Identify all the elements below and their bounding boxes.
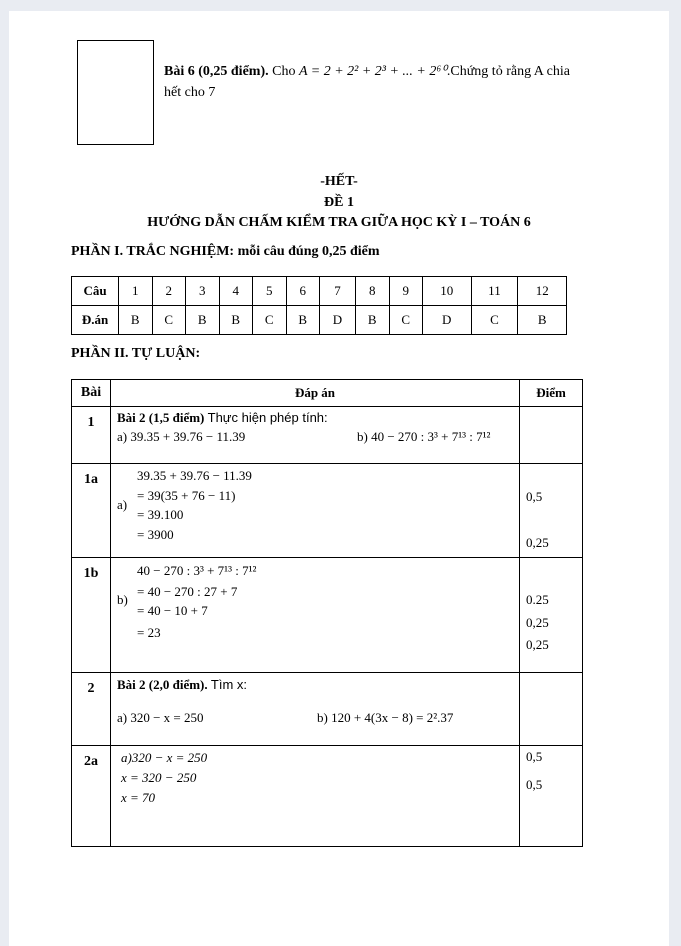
cau-cell: 12: [518, 277, 567, 306]
bai6-question: [164, 61, 619, 103]
dap-an-cell: B: [219, 306, 253, 335]
row-label-cau: Câu: [72, 277, 119, 306]
r1a-line: = 39(35 + 76 − 11): [137, 488, 236, 503]
cau-cell: 9: [389, 277, 423, 306]
dap-an-cell: C: [152, 306, 186, 335]
table-row: [72, 746, 583, 847]
bai6-text-before: Cho: [272, 64, 296, 79]
r1a-diem: 0,25: [526, 535, 549, 550]
trac-nghiem-table: [71, 276, 567, 335]
r2-part-a: a) 320 − x = 250: [117, 710, 204, 725]
r2a-line: a)320 − x = 250: [121, 750, 208, 765]
dap-an-cell: B: [186, 306, 220, 335]
dap-an-cell: B: [119, 306, 153, 335]
header-bai: Bài: [72, 380, 111, 407]
document-page: [9, 11, 669, 946]
bai-number: 1: [87, 415, 95, 430]
table-row-dap-an: [72, 306, 567, 335]
bai6-formula: A = 2 + 2² + 2³ + ... + 2⁶⁰: [298, 64, 447, 79]
de-title: ĐỀ 1: [324, 195, 354, 210]
r1b-line: = 40 − 10 + 7: [137, 603, 208, 618]
dap-an-cell: C: [253, 306, 287, 335]
dap-an-cell: B: [518, 306, 567, 335]
r1b-line: = 23: [137, 625, 161, 640]
dap-an-cell: D: [423, 306, 472, 335]
dap-an-cell: B: [286, 306, 320, 335]
r1b-line: 40 − 270 : 3³ + 7¹³ : 7¹²: [137, 563, 257, 578]
r1a-line: = 3900: [137, 527, 174, 542]
phan1-title: PHẦN I. TRẮC NGHIỆM: mỗi câu đúng 0,25 điểm: [71, 244, 380, 259]
r1b-line: = 40 − 270 : 27 + 7: [137, 584, 238, 599]
table-row: [72, 558, 583, 673]
cau-cell: 6: [286, 277, 320, 306]
table-row: [72, 407, 583, 464]
dap-an-cell: B: [356, 306, 390, 335]
header-diem: Điểm: [520, 380, 583, 407]
cau-cell: 10: [423, 277, 472, 306]
r2-title-bold: Bài 2 (2,0 điểm).: [117, 677, 208, 692]
bai6-line2: hết cho 7: [164, 85, 216, 100]
cau-cell: 7: [320, 277, 356, 306]
cau-cell: 11: [471, 277, 518, 306]
r2a-line: x = 70: [121, 790, 156, 805]
row-label-dap-an: Đ.án: [72, 306, 119, 335]
r1-title-bold: Bài 2 (1,5 điểm): [117, 410, 205, 425]
r2-part-b: b) 120 + 4(3x − 8) = 2².37: [317, 710, 454, 725]
table-header-row: [72, 380, 583, 407]
r1a-prefix: a): [117, 497, 128, 512]
huong-dan-title: HƯỚNG DẪN CHẤM KIỂM TRA GIỮA HỌC KỲ I – TOÁN 6: [147, 215, 531, 230]
r1-part-b: b) 40 − 270 : 3³ + 7¹³ : 7¹²: [357, 429, 491, 444]
bai-number: 2a: [84, 754, 98, 769]
het-marker: -HẾT-: [320, 174, 358, 189]
r1-title-rest: Thực hiện phép tính:: [207, 410, 328, 425]
table-row: [72, 673, 583, 746]
photo-placeholder-box: [77, 40, 154, 145]
cau-cell: 5: [253, 277, 287, 306]
tu-luan-table: [71, 379, 583, 847]
r1b-diem: 0.25: [526, 592, 549, 607]
r1-part-a: a) 39.35 + 39.76 − 11.39: [117, 429, 246, 444]
dap-an-cell: C: [389, 306, 423, 335]
r2-title-rest: Tìm x:: [210, 677, 247, 692]
table-row: [72, 464, 583, 558]
cau-cell: 2: [152, 277, 186, 306]
r2a-diem: 0,5: [526, 749, 543, 764]
r1a-diem: 0,5: [526, 489, 543, 504]
cau-cell: 8: [356, 277, 390, 306]
cau-cell: 4: [219, 277, 253, 306]
viewer-top-strip: [0, 0, 681, 11]
dap-an-cell: D: [320, 306, 356, 335]
bai-number: 1a: [84, 472, 98, 487]
bai6-label: Bài 6 (0,25 điểm).: [164, 64, 269, 79]
r1b-prefix: b): [117, 592, 128, 607]
r1a-line: = 39.100: [137, 507, 184, 522]
r1b-diem: 0,25: [526, 615, 549, 630]
header-dap-an: Đáp án: [111, 380, 520, 407]
r1b-diem: 0,25: [526, 637, 549, 652]
phan2-title: PHẦN II. TỰ LUẬN:: [71, 346, 201, 361]
bai-number: 2: [87, 681, 95, 696]
r2a-line: x = 320 − 250: [121, 770, 197, 785]
bai-number: 1b: [83, 566, 99, 581]
bai6-text-after: .Chứng tỏ rằng A chia: [446, 64, 570, 79]
cau-cell: 3: [186, 277, 220, 306]
r2a-diem: 0,5: [526, 777, 543, 792]
r1a-line: 39.35 + 39.76 − 11.39: [137, 468, 252, 483]
dap-an-cell: C: [471, 306, 518, 335]
cau-cell: 1: [119, 277, 153, 306]
table-row-cau: [72, 277, 567, 306]
